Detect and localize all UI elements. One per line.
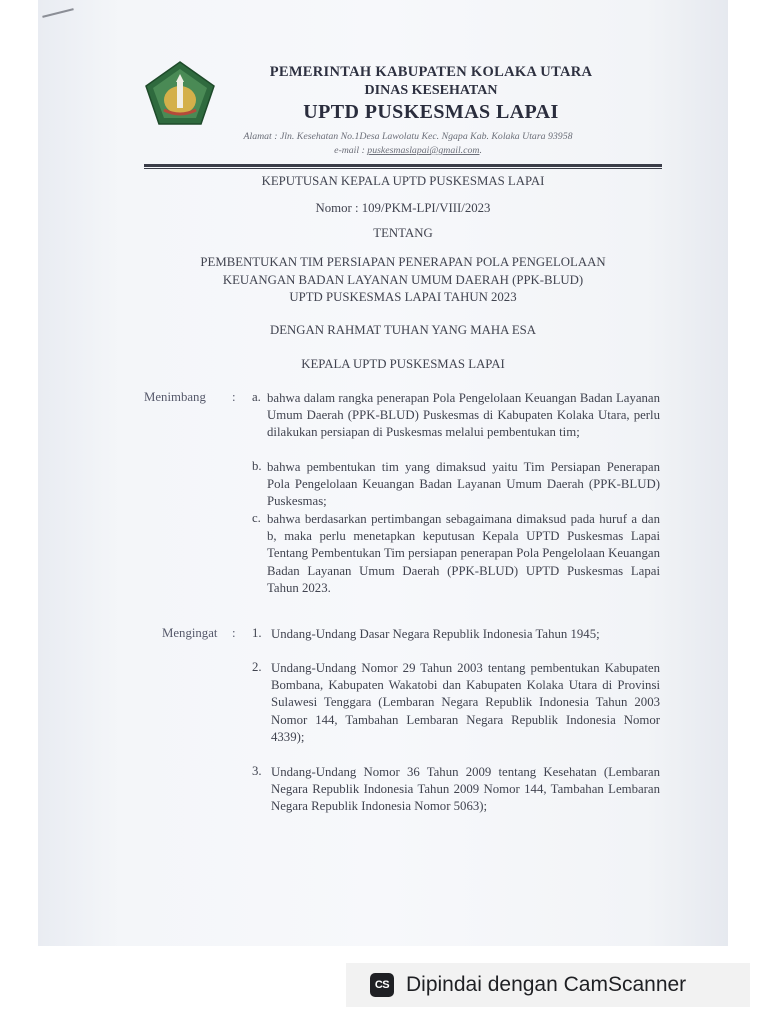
mengingat-item-1: Undang-Undang Dasar Negara Republik Indonesia Tahun 1945;	[271, 627, 600, 641]
menimbang-colon: :	[232, 390, 236, 404]
email-link[interactable]: puskesmaslapai@gmail.com	[367, 145, 480, 156]
item-marker: 1.	[252, 626, 262, 640]
decree-title: KEPUTUSAN KEPALA UPTD PUSKESMAS LAPAI	[261, 174, 545, 188]
email-prefix: e-mail :	[334, 145, 368, 156]
menimbang-item-a: bahwa dalam rangka penerapan Pola Pengelolaan Keuangan Badan Layanan Umum Daerah (PPK-BLUD) Puskesmas di Kabupaten Kolaka Utara, perlu dilakukan persiapan di Puskesmas melalui pembentukan tim;	[267, 391, 660, 440]
scanned-page	[38, 0, 728, 946]
mengingat-label: Mengingat	[162, 626, 218, 640]
menimbang-item-b: bahwa pembentukan tim yang dimaksud yaitu Tim Persiapan Penerapan Pola Pengelolaan Keuangan Badan Layanan Umum Daerah (PPK-BLUD) Puskesmas;	[267, 460, 660, 509]
official-title: KEPALA UPTD PUSKESMAS LAPAI	[301, 357, 505, 371]
subject-line: PEMBENTUKAN TIM PERSIAPAN PENERAPAN POLA PENGELOLAAN	[200, 255, 606, 269]
item-marker: c.	[252, 511, 261, 525]
camscanner-watermark	[346, 963, 750, 1007]
subject-line: UPTD PUSKESMAS LAPAI TAHUN 2023	[289, 290, 517, 304]
item-marker: 2.	[252, 660, 262, 674]
institution-name: UPTD PUSKESMAS LAPAI	[303, 101, 559, 123]
letterhead-rule-thin	[144, 168, 662, 169]
invocation: DENGAN RAHMAT TUHAN YANG MAHA ESA	[269, 323, 537, 337]
government-name: PEMERINTAH KABUPATEN KOLAKA UTARA	[269, 64, 593, 80]
decree-number: Nomor : 109/PKM-LPI/VIII/2023	[315, 201, 491, 215]
camscanner-logo-icon: CS	[370, 973, 394, 997]
camscanner-text: Dipindai dengan CamScanner	[406, 973, 687, 996]
decree-subject	[144, 254, 662, 307]
address-line: Alamat : Jln. Kesehatan No.1Desa Lawolatu Kec. Ngapa Kab. Kolaka Utara 93958	[243, 131, 573, 142]
item-marker: b.	[252, 459, 262, 473]
menimbang-item-c: bahwa berdasarkan pertimbangan sebagaimana dimaksud pada huruf a dan b, maka perlu menetapkan keputusan Kepala UPTD Puskesmas Lapai Tentang Pembentukan Tim persiapan penerapan Pola Pengelolaan Keuangan Badan Layanan Umum Daerah (PPK-BLUD) UPTD Puskesmas Lapai Tahun 2023.	[267, 512, 660, 595]
email-line	[168, 144, 648, 158]
item-marker: 3.	[252, 764, 262, 778]
letterhead-address	[168, 130, 648, 158]
decree-about: TENTANG	[373, 226, 433, 240]
letterhead-rule-thick	[144, 164, 662, 167]
pen-mark	[42, 8, 74, 18]
mengingat-item-3: Undang-Undang Nomor 36 Tahun 2009 tentang Kesehatan (Lembaran Negara Republik Indonesia Tahun 2009 Nomor 144, Tambahan Lembaran Negara Republik Indonesia Nomor 5063);	[271, 765, 660, 814]
menimbang-label: Menimbang	[144, 390, 206, 404]
regency-emblem-icon	[144, 60, 216, 126]
item-marker: a.	[252, 390, 261, 404]
mengingat-colon: :	[232, 626, 236, 640]
agency-name: DINAS KESEHATAN	[364, 83, 498, 98]
letterhead	[226, 64, 636, 124]
mengingat-item-2: Undang-Undang Nomor 29 Tahun 2003 tentang pembentukan Kabupaten Bombana, Kabupaten Wakatobi dan Kabupaten Kolaka Utara di Provinsi Sulawesi Tenggara (Lembaran Negara Republik Indonesia Tahun 2003 Nomor 144, Tambahan Lembaran Negara Republik Indonesia Nomor 4339);	[271, 661, 660, 744]
subject-line: KEUANGAN BADAN LAYANAN UMUM DAERAH (PPK-BLUD)	[222, 272, 584, 287]
email-suffix: .	[479, 145, 482, 156]
